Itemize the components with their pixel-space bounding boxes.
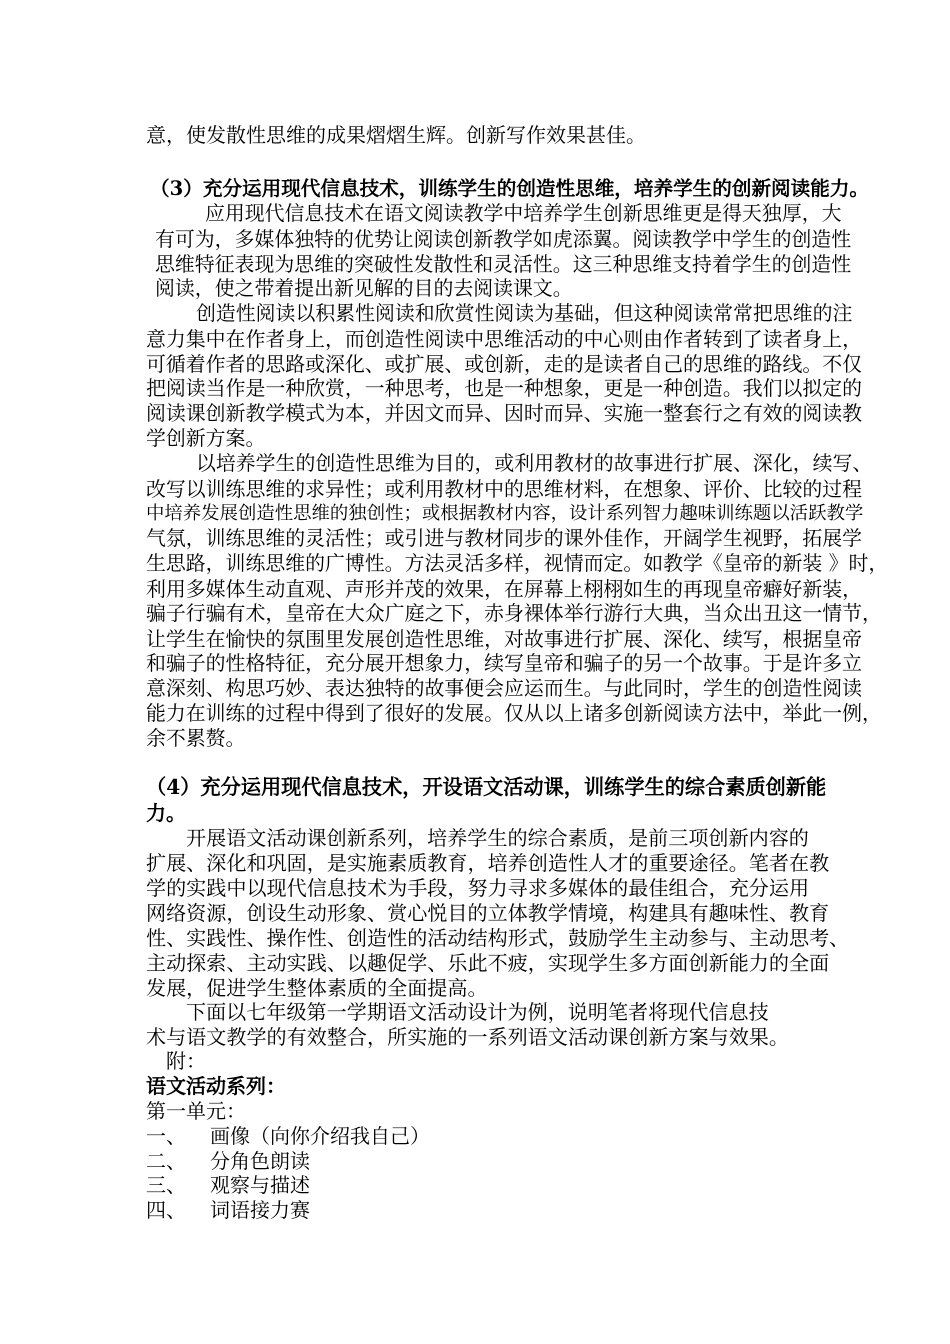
section-3-para3-line: 以培养学生的创造性思维为目的，或利用教材的故事进行扩展、深化，续写、 [196,452,873,475]
section-3-para2-line: 可循着作者的思路或深化、或扩展、或创新，走的是读者自己的思维的路线。不仅 [146,353,863,376]
section-3-para3-line: 气氛，训练思维的灵活性；或引进与教材同步的课外佳作，开阔学生视野，拓展学 [146,527,863,550]
activity-item-text: 观察与描述 [210,1173,310,1197]
section-3-para1-line: 有可为，多媒体独特的优势让阅读创新教学如虎添翼。阅读教学中学生的创造性 [155,228,852,251]
activity-item-number: 一、 [146,1124,186,1148]
section-3-para2-line: 创造性阅读以积累性阅读和欣赏性阅读为基础，但这种阅读常常把思维的注 [196,302,853,325]
section-3-para3-line: 意深刻、构思巧妙、表达独特的故事便会应运而生。与此同时，学生的创造性阅读 [146,677,863,700]
section-3-heading: （3）充分运用现代信息技术，训练学生的创造性思维，培养学生的创新阅读能力。 [150,177,870,200]
section-4-para1-line: 主动探索、主动实践、以趣促学、乐此不疲，实现学生多方面创新能力的全面 [146,951,830,975]
section-3-para1-line: 阅读，使之带着提出新见解的目的去阅读课文。 [155,277,573,300]
activity-item [146,1148,310,1175]
section-4-para1-line: 性、实践性、操作性、创造性的活动结构形式，鼓励学生主动参与、主动思考、 [146,926,850,950]
section-4-para1-line: 扩展、深化和巩固，是实施素质教育，培养创造性人才的重要途径。笔者在教 [146,851,830,875]
intro-line: 意，使发散性思维的成果熠熠生辉。创新写作效果甚佳。 [146,123,646,147]
activity-item [146,1123,430,1150]
activity-item [146,1197,310,1224]
unit-title: 第一单元： [146,1099,246,1123]
section-3-para2-line: 意力集中在作者身上，而创造性阅读中思维活动的中心则由作者转到了读者身上， [146,328,863,351]
section-3-para3-line: 让学生在愉快的氛围里发展创造性思维，对故事进行扩展、深化、续写，根据皇帝 [146,628,863,651]
section-3-para3-line: 生思路，训练思维的广博性。方法灵活多样，视情而定。如教学《皇帝的新装 》时， [146,552,889,575]
activity-item-number: 四、 [146,1198,186,1222]
activity-item-number: 二、 [146,1149,186,1173]
section-4-para1-line: 网络资源，创设生动形象、赏心悦目的立体教学情境，构建具有趣味性、教育 [146,901,830,925]
section-3-para3-line: 和骗子的性格特征，充分展开想象力，续写皇帝和骗子的另一个故事。于是许多立 [146,652,863,675]
section-3-para3-line: 骗子行骗有术，皇帝在大众广庭之下，赤身裸体举行游行大典，当众出丑这一情节， [146,602,882,625]
section-4-heading-cont: 力。 [146,801,186,825]
section-3-para3-line: 改写以训练思维的求异性；或利用教材中的思维材料，在想象、评价、比较的过程 [146,478,863,501]
section-3-para3-line: 余不累赘。 [146,727,246,750]
section-4-heading: （4）充分运用现代信息技术，开设语文活动课，训练学生的综合素质创新能 [146,775,827,799]
activity-item-number: 三、 [146,1173,186,1197]
section-3-para3-line: 能力在训练的过程中得到了很好的发展。仅从以上诸多创新阅读方法中，举此一例， [146,702,882,725]
section-3-para2-line: 阅读课创新教学模式为本，并因文而异、因时而异、实施一整套行之有效的阅读教 [146,402,863,425]
section-3-para2-line: 学创新方案。 [146,427,266,450]
section-4-para1-line: 学的实践中以现代信息技术为手段，努力寻求多媒体的最佳组合，充分运用 [146,876,810,900]
section-3-para2-line: 把阅读当作是一种欣赏，一种思考，也是一种想象，更是一种创造。我们以拟定的 [146,377,863,400]
activity-item-text: 画像（向你介绍我自己） [210,1124,430,1148]
section-4-para1-line: 开展语文活动课创新系列，培养学生的综合素质，是前三项创新内容的 [186,826,809,850]
section-3-para1-line: 思维特征表现为思维的突破性发散性和灵活性。这三种思维支持着学生的创造性 [155,253,852,276]
appendix-label: 附： [166,1049,206,1073]
section-4-para2-line: 下面以七年级第一学期语文活动设计为例，说明笔者将现代信息技 [186,1000,769,1024]
section-4-para1-line: 发展，促进学生整体素质的全面提高。 [146,976,488,1000]
series-title: 语文活动系列： [146,1074,286,1098]
section-3-para3-line: 利用多媒体生动直观、声形并茂的效果，在屏幕上栩栩如生的再现皇帝癖好新装， [146,578,863,601]
section-3-para1-line: 应用现代信息技术在语文阅读教学中培养学生创新思维更是得天独厚，大 [205,202,842,225]
activity-item-text: 分角色朗读 [210,1149,310,1173]
section-4-para2-line: 术与语文教学的有效整合，所实施的一系列语文活动课创新方案与效果。 [146,1025,789,1049]
activity-item-text: 词语接力赛 [210,1198,310,1222]
activity-item [146,1172,310,1199]
section-3-para3-line: 中培养发展创造性思维的独创性；或根据教材内容，设计系列智力趣味训练题以活跃教学 [146,503,864,524]
